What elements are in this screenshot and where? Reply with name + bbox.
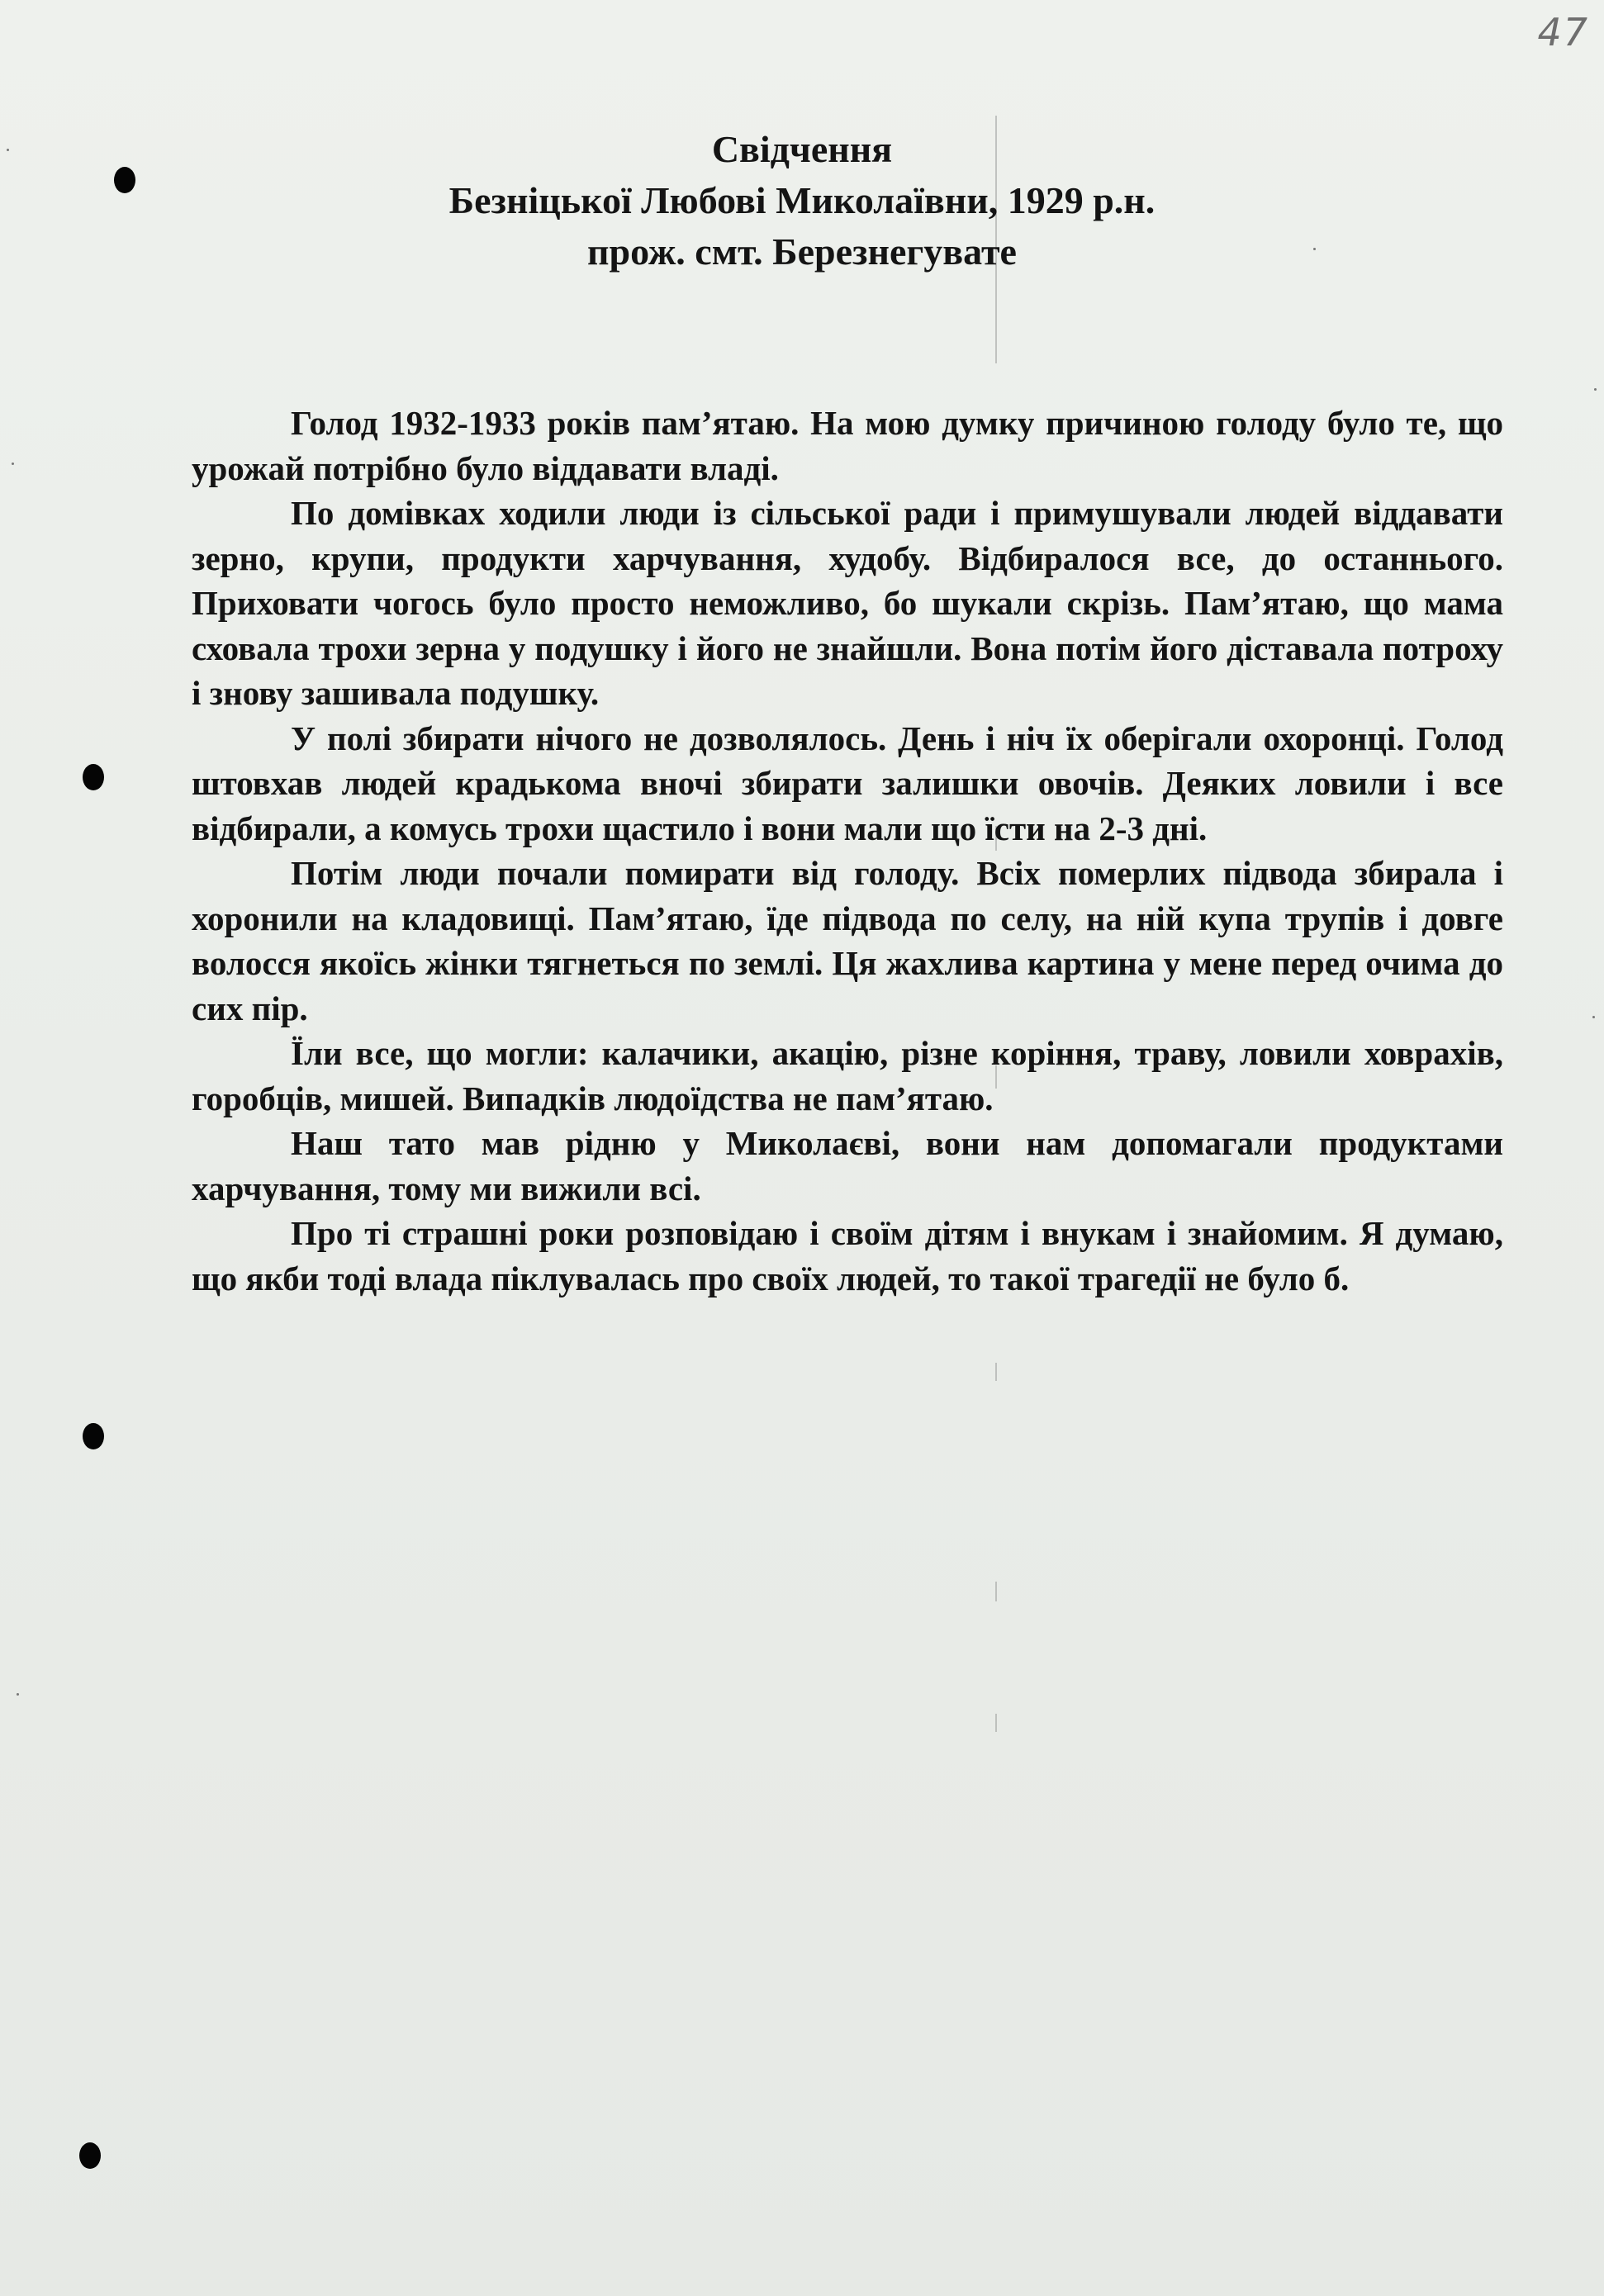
fold-line-4 bbox=[995, 1363, 997, 1381]
punch-hole-3 bbox=[83, 1423, 104, 1449]
witness-name: Безніцької Любові Миколаївни, 1929 р.н. bbox=[448, 179, 1156, 221]
scan-speck bbox=[12, 463, 14, 465]
paragraph: Потім люди почали помирати від голоду. Всіх померлих підвода збирала і хоронили на кладовищі. Пам’ятаю, їде підвода по селу, на ній купа трупів і довге волосся якоїсь жінки тягнеться по землі. Ця жахлива картина у мене перед очима до сих пір. bbox=[192, 854, 1503, 1027]
punch-hole-4 bbox=[79, 2142, 101, 2169]
paragraph: Їли все, що могли: калачики, акацію, різне коріння, траву, ловили ховрахів, горобців, мишей. Випадків людоїдства не пам’ятаю. bbox=[192, 1034, 1503, 1117]
fold-line-6 bbox=[995, 1714, 997, 1732]
document-title: Свідчення bbox=[711, 128, 893, 170]
scan-speck bbox=[1592, 1016, 1595, 1018]
witness-residence: прож. смт. Березнегувате bbox=[587, 230, 1017, 273]
paragraph: У полі збирати нічого не дозволялось. День і ніч їх оберігали охоронці. Голод штовхав людей крадькома вночі збирати залишки овочів. Деяких ловили і все відбирали, а комусь трохи щастило і вони мали що їсти на 2-3 дні. bbox=[192, 719, 1503, 847]
testimony-body bbox=[192, 401, 1503, 1301]
scan-speck bbox=[17, 1693, 19, 1696]
fold-line-5 bbox=[995, 1582, 997, 1601]
scan-speck bbox=[1594, 388, 1597, 391]
page-number: 47 bbox=[1537, 10, 1589, 55]
paragraph: Голод 1932-1933 років пам’ятаю. На мою думку причиною голоду було те, що урожай потрібно було віддавати владі. bbox=[192, 404, 1503, 487]
paragraph: Наш тато мав рідню у Миколаєві, вони нам допомагали продуктами харчування, тому ми вижили всі. bbox=[192, 1124, 1503, 1207]
document-header bbox=[0, 124, 1604, 278]
punch-hole-2 bbox=[83, 764, 104, 790]
paragraph: Про ті страшні роки розповідаю і своїм дітям і внукам і знайомим. Я думаю, що якби тоді влада піклувалась про своїх людей, то такої трагедії не було б. bbox=[192, 1214, 1503, 1297]
paragraph: По домівках ходили люди із сільської ради і примушували людей віддавати зерно, крупи, продукти харчування, худобу. Відбиралося все, до останнього. Приховати чогось було просто неможливо, бо шукали скрізь. Пам’ятаю, що мама сховала трохи зерна у подушку і його не знайшли. Вона потім його діставала потроху і знову зашивала подушку. bbox=[192, 494, 1503, 712]
